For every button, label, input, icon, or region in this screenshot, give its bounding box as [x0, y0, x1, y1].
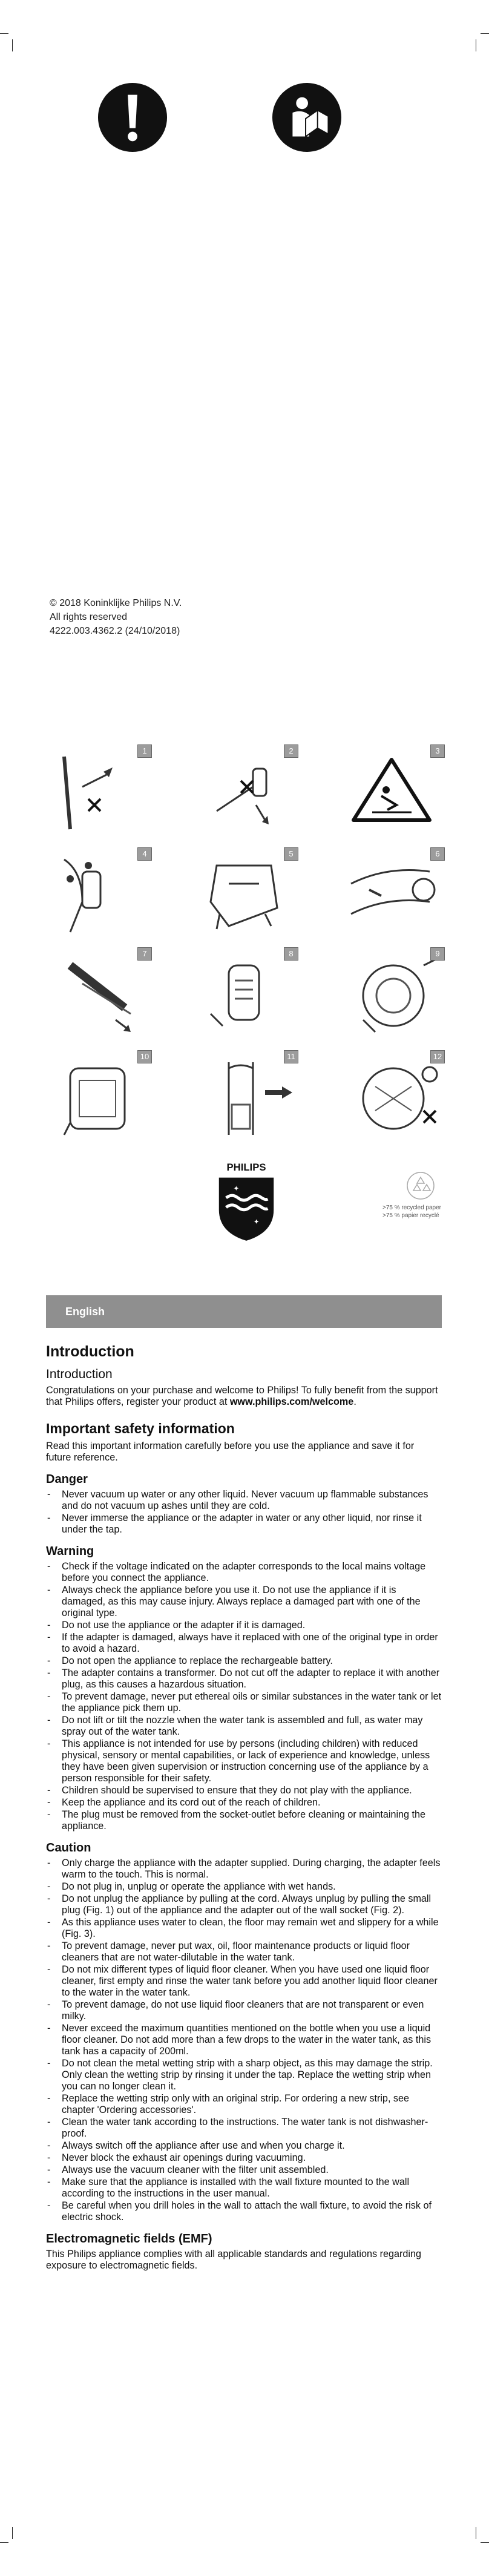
list-item: - Make sure that the appliance is installed with the wall fixture mounted to the wall according to the instructions in the user manual.: [46, 2177, 442, 2200]
caution-heading: Caution: [46, 1841, 91, 1855]
list-item: - Do not mix different types of liquid floor cleaner. When you have used one liquid floor cleaner, first empty and rinse the water tank before you add another liquid floor cleaner to the water in the water tank.: [46, 1964, 442, 1999]
rights-line: All rights reserved: [50, 612, 128, 622]
intro-subheading: Introduction: [46, 1367, 113, 1381]
list-item: - Never vacuum up water or any other liquid. Never vacuum up flammable substances and do not vacuum up ashes until they are cold.: [46, 1489, 442, 1512]
list-item: - Do not plug in, unplug or operate the appliance with wet hands.: [46, 1881, 442, 1893]
figure-2: [192, 744, 298, 835]
list-item: - The plug must be removed from the socket-outlet before cleaning or maintaining the appliance.: [46, 1809, 442, 1832]
figure-illustration: [339, 1050, 445, 1141]
list-item: - To prevent damage, never put ethereal oils or similar substances in the water tank or let the appliance pick them up.: [46, 1691, 442, 1714]
list-item: - Do not open the appliance to replace the rechargeable battery.: [46, 1655, 442, 1667]
recycled-line: >75 % papier recyclé: [382, 1212, 439, 1219]
crop-mark: [0, 33, 8, 34]
crop-mark: [12, 39, 13, 51]
figure-number: 2: [284, 744, 298, 758]
document-code: 4222.003.4362.2 (24/10/2018): [50, 626, 180, 636]
crop-mark: [12, 2527, 13, 2539]
safety-text: Read this important information carefully before you use the appliance and save it for future reference.: [46, 1441, 415, 1463]
figure-illustration: [192, 947, 298, 1038]
recycled-paper-mark: [375, 1171, 466, 1220]
list-item: - Keep the appliance and its cord out of the reach of children.: [46, 1797, 442, 1809]
list-item: - Do not use the appliance or the adapter if it is damaged.: [46, 1620, 442, 1631]
figure-number: 4: [137, 847, 152, 861]
figure-number: 8: [284, 947, 298, 961]
danger-list: [46, 1489, 442, 1536]
crop-mark: [481, 33, 489, 34]
figure-5: [192, 847, 298, 938]
language-bar: [46, 1295, 442, 1328]
figure-number: 10: [137, 1050, 152, 1063]
figure-illustration: [192, 1050, 298, 1141]
list-item: - Never exceed the maximum quantities mentioned on the bottle when you use a liquid floor cleaner. Do not add more than a few drops to the water in the water tank, as this tank has a capacity of 200ml.: [46, 2023, 442, 2057]
warning-heading: Warning: [46, 1545, 94, 1558]
figure-7: [46, 947, 152, 1038]
figure-illustration: [339, 847, 445, 938]
figure-illustration: [192, 847, 298, 938]
figure-number: 5: [284, 847, 298, 861]
philips-shield-logo: [211, 1159, 282, 1244]
figure-illustration: [192, 744, 298, 835]
list-item: - Always use the vacuum cleaner with the filter unit assembled.: [46, 2164, 442, 2176]
figure-12: [339, 1050, 445, 1141]
figure-number: 7: [137, 947, 152, 961]
welcome-link[interactable]: www.philips.com/welcome: [229, 1396, 354, 1407]
figure-illustration: [339, 744, 445, 835]
list-item: - Children should be supervised to ensure that they do not play with the appliance.: [46, 1785, 442, 1796]
intro-text: [46, 1385, 442, 1408]
intro-punct: .: [353, 1396, 356, 1407]
emf-heading: Electromagnetic fields (EMF): [46, 2232, 212, 2246]
manual-content: [46, 1342, 442, 2274]
svg-text:✦: ✦: [253, 1217, 260, 1226]
figure-number: 6: [430, 847, 445, 861]
figure-10: [46, 1050, 152, 1141]
list-item: - Be careful when you drill holes in the wall to attach the wall fixture, to avoid the risk of electric shock.: [46, 2200, 442, 2223]
figure-3: [339, 744, 445, 835]
list-item: - Always switch off the appliance after use and when you charge it.: [46, 2140, 442, 2152]
figure-illustration: [46, 847, 152, 938]
crop-mark: [0, 2542, 8, 2543]
warning-list: [46, 1561, 442, 1832]
list-item: - Do not lift or tilt the nozzle when the water tank is assembled and full, as water may spray out of the water tank.: [46, 1715, 442, 1738]
intro-body: Congratulations on your purchase and welcome to Philips! To fully benefit from the support that Philips offers, register your product at: [46, 1385, 438, 1407]
crop-mark: [481, 2542, 489, 2543]
list-item: - Always check the appliance before you use it. Do not use the appliance if it is damaged, as this may cause injury. Always replace a damaged part with one of the original type.: [46, 1585, 442, 1619]
list-item: - The adapter contains a transformer. Do not cut off the adapter to replace it with another plug, as this causes a hazardous situation.: [46, 1668, 442, 1690]
brand-wordmark: PHILIPS: [226, 1161, 266, 1173]
copyright-line: © 2018 Koninklijke Philips N.V.: [50, 598, 182, 608]
list-item: - This appliance is not intended for use by persons (including children) with reduced physical, sensory or mental capabilities, or lack of experience and knowledge, unless they have been given supervision or instruction concerning use of the appliance by a person responsible for their safety.: [46, 1738, 442, 1784]
list-item: - Do not unplug the appliance by pulling at the cord. Always unplug by pulling the small plug (Fig. 1) out of the appliance and the adapter out of the wall socket (Fig. 2).: [46, 1893, 442, 1916]
figure-illustration: [46, 744, 152, 835]
list-item: - Do not clean the metal wetting strip with a sharp object, as this may damage the strip. Only clean the wetting strip by rinsing it under the tap. Replace the wetting strip when you can no longer clean it.: [46, 2058, 442, 2092]
danger-heading: Danger: [46, 1473, 88, 1486]
read-manual-icon: [271, 82, 343, 153]
figure-illustration: [46, 947, 152, 1038]
copyright-block: [50, 596, 182, 638]
recycled-line: >75 % recycled paper: [382, 1204, 442, 1211]
list-item: - Clean the water tank according to the instructions. The water tank is not dishwasher-proof.: [46, 2117, 442, 2140]
language-label: English: [65, 1306, 105, 1318]
caution-list: [46, 1858, 442, 2223]
emf-text: This Philips appliance complies with all applicable standards and regulations regarding exposure to electromagnetic fields.: [46, 2249, 421, 2271]
list-item: - Only charge the appliance with the adapter supplied. During charging, the adapter feels warm to the touch. This is normal.: [46, 1858, 442, 1881]
svg-text:✦: ✦: [233, 1184, 240, 1193]
figure-number: 1: [137, 744, 152, 758]
figure-number: 11: [284, 1050, 298, 1063]
figure-4: [46, 847, 152, 938]
figure-number: 9: [430, 947, 445, 961]
figure-6: [339, 847, 445, 938]
figure-number: 12: [430, 1050, 445, 1063]
list-item: - Replace the wetting strip only with an original strip. For ordering a new strip, see chapter 'Ordering accessories'.: [46, 2093, 442, 2116]
figure-11: [192, 1050, 298, 1141]
list-item: - As this appliance uses water to clean, the floor may remain wet and slippery for a while (Fig. 3).: [46, 1917, 442, 1940]
figure-9: [339, 947, 445, 1038]
safety-heading: Important safety information: [46, 1421, 235, 1436]
figure-number: 3: [430, 744, 445, 758]
figure-1: [46, 744, 152, 835]
figure-8: [192, 947, 298, 1038]
list-item: - Check if the voltage indicated on the adapter corresponds to the local mains voltage before you connect the appliance.: [46, 1561, 442, 1584]
intro-heading: Introduction: [46, 1343, 134, 1360]
list-item: - Never immerse the appliance or the adapter in water or any other liquid, nor rinse it under the tap.: [46, 1513, 442, 1536]
list-item: - If the adapter is damaged, always have it replaced with one of the original type in order to avoid a hazard.: [46, 1632, 442, 1655]
list-item: - To prevent damage, do not use liquid floor cleaners that are not transparent or even milky.: [46, 1999, 442, 2022]
recycle-icon: [406, 1171, 435, 1200]
figure-illustration: [46, 1050, 152, 1141]
exclamation-icon: [97, 82, 168, 153]
list-item: - To prevent damage, never put wax, oil, floor maintenance products or liquid floor cleaners that are not water-dilutable in the water tank.: [46, 1940, 442, 1963]
list-item: - Never block the exhaust air openings during vacuuming.: [46, 2152, 442, 2164]
figure-illustration: [339, 947, 445, 1038]
